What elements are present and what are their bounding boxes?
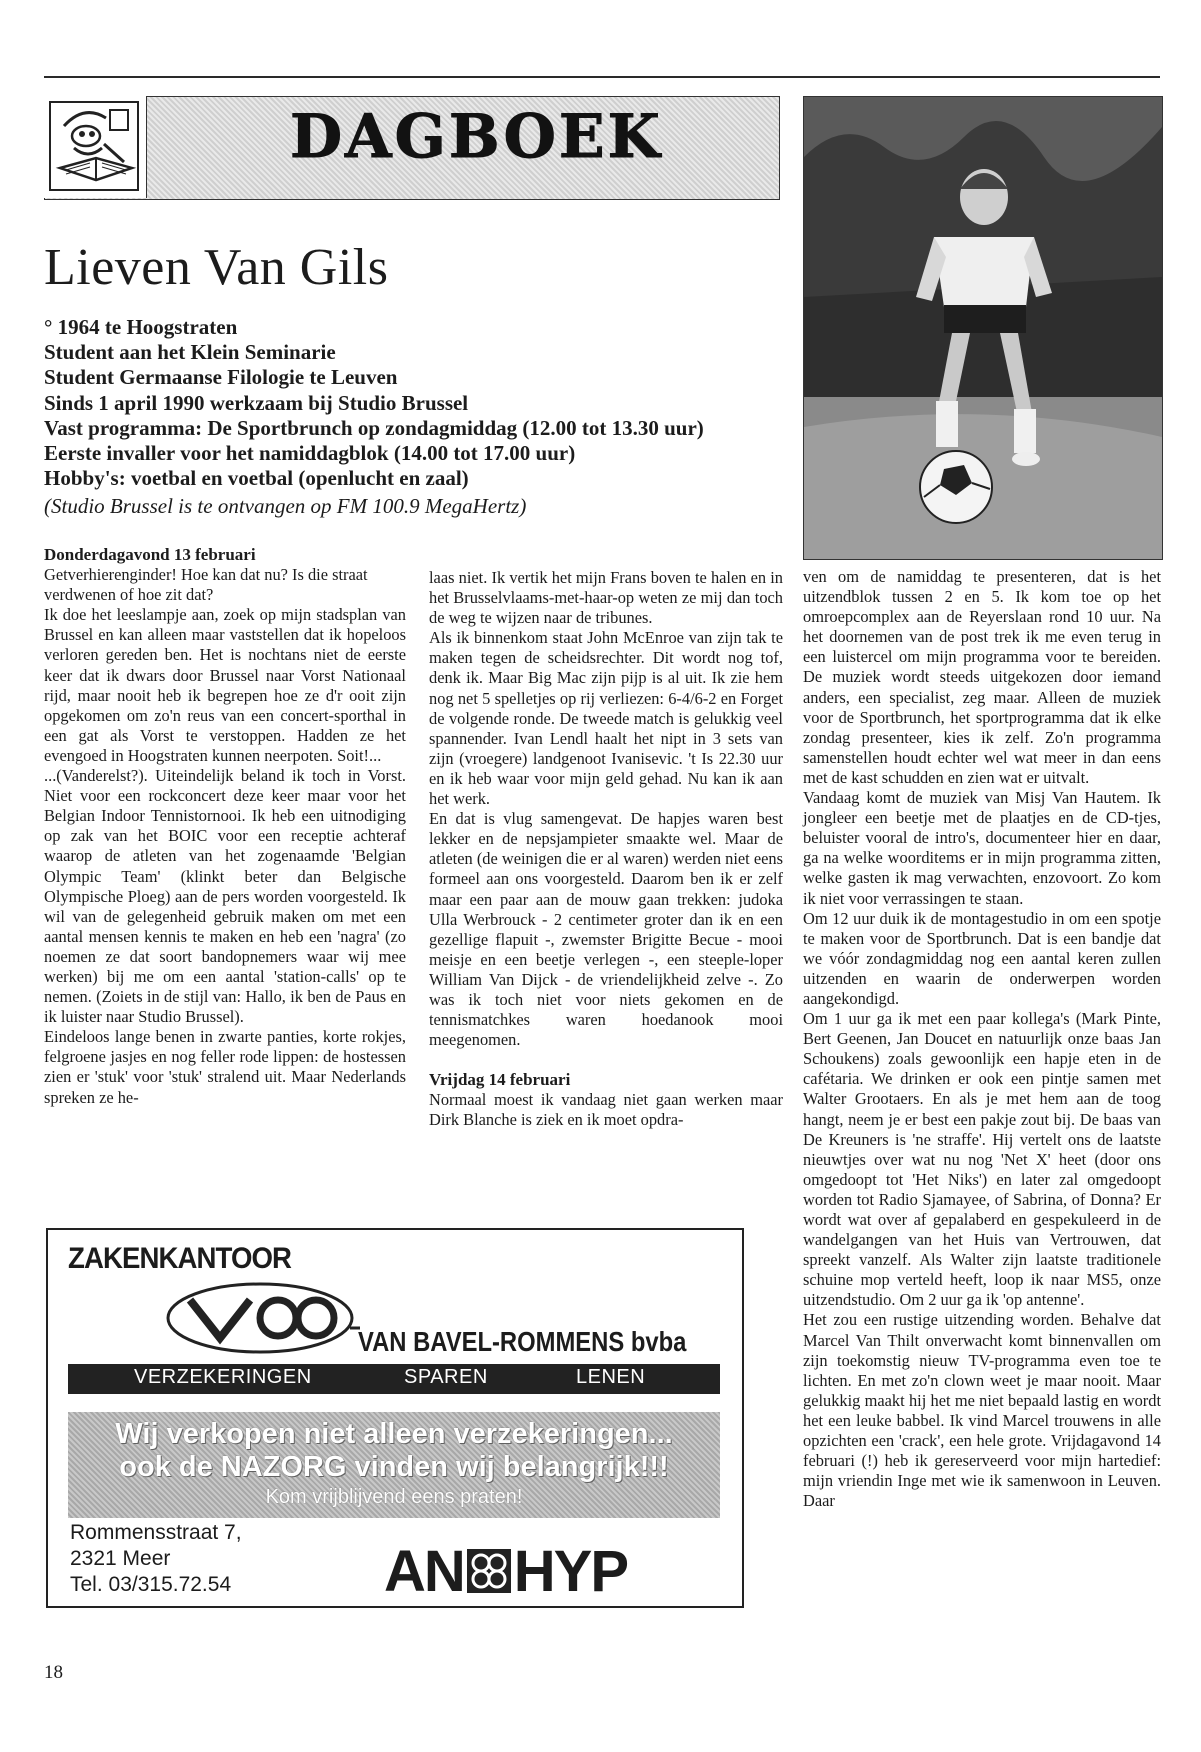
address-line: Tel. 03/315.72.54 — [70, 1573, 232, 1596]
address-line: Rommensstraat 7, — [70, 1521, 242, 1544]
portrait-photo — [803, 96, 1163, 560]
person-name: Lieven Van Gils — [44, 239, 389, 296]
entry-heading-friday: Vrijdag 14 februari — [429, 1070, 571, 1090]
bio-line: Vast programma: De Sportbrunch op zondagmiddag (12.00 tot 13.30 uur) — [44, 415, 704, 440]
article-paragraph: Het zou een rustige uitzending worden. Behalve dat Marcel Van Thilt onverwacht komt binnenvallen om zijn toekomstig nieuw TV-programma even toe te lichten. En met zo'n clown weet je maar nooit. Maar gelukkig maakt hij het me niet bepaald lastig en wordt het een leuke babbel. Ik vind Marcel trouwens in alle opzichten een 'crack', een hele grote. Vrijdagavond 14 februari (!) heb ik gereserveerd voor mijn hartedief: mijn vriendin Inge met wie ik samenwoon in Leuven. Daar — [803, 1310, 1161, 1511]
address-line: 2321 Meer — [70, 1547, 171, 1570]
article-column-2 — [429, 568, 783, 1131]
article-column-1 — [44, 545, 406, 1108]
article-column-3 — [803, 567, 1161, 1511]
bio-line: Hobby's: voetbal en voetbal (openlucht en zaal) — [44, 466, 469, 491]
article-paragraph: Om 1 uur ga ik met een paar kollega's (Mark Pinte, Bert Geenen, Jan Doucet en natuurlijk onze baas Jan Schoukens) zoals gewoonlijk een hapje eten in de cafétaria. We drinken er ook een pintje samen met Walter Grootaers. En als je met hem aan de toog hangt, neem je er best een pakje zout bij. De baas van De Kreuners is 'ne straffe'. Hij vertelt ons de laatste nieuwtjes over wat nu nog 'Net X' heet (door ons omgedoopt tot 'Het Niks') en later zal omgedoopt worden tot Radio Sjamayee, of Sabrina, of Donna? Er wordt wat over af gepalaberd en gespekuleerd in de wandelgangen van het Huis van Vertrouwen, dat spreekt vanzelf. Als Walter zijn laatste traditionele schuine mop verteld heeft, loop ik naar MS5, onze uitzendstudio. Om 2 uur ga ik 'op antenne'. — [803, 1009, 1161, 1310]
bio-block — [44, 315, 804, 520]
article-paragraph: Getverhierenginder! Hoe kan dat nu? Is die straat verdwenen of hoe zit dat? — [44, 565, 368, 605]
service-label: SPAREN — [404, 1366, 488, 1388]
bio-line: Sinds 1 april 1990 werkzaam bij Studio Brussel — [44, 390, 469, 415]
service-label: LENEN — [576, 1366, 646, 1388]
ad-address — [70, 1520, 242, 1598]
anhyp-logo — [384, 1538, 627, 1605]
top-rule — [44, 76, 1160, 78]
anhyp-logo-left: AN — [384, 1539, 464, 1604]
diary-writer-icon — [44, 96, 147, 198]
article-paragraph: Vandaag komt de muziek van Misj Van Hautem. Ik jongleer een beetje met de plaatjes en de CD-tjes, beluister vooral de intro's, documenteer hier en daar, ga na welke woorditems er in mijn programma zitten, welke gasten ik mag verwachten, enzovoort. Zo kom ik niet voor verrassingen te staan. — [803, 788, 1161, 908]
bio-line: ° 1964 te Hoogstraten — [44, 315, 238, 339]
vbr-logo-icon — [160, 1278, 360, 1363]
article-paragraph: Ik doe het leeslampje aan, zoek op mijn stadsplan van Brussel en kan alleen maar vaststellen dat ik hopeloos verloren gereden ben. Het is nochtans niet de eerste keer dat ik dwars door Brussel naar Vorst Nationaal rijd, maar nooit heb ik begrepen hoe ze d'r ooit zijn opgekomen om zo'n reus van een concert-sporthal in een gat als Vorst te verstoppen. Hadden ze het evengoed in Hoogstraten kunnen neerpoten. Soit!... — [44, 605, 406, 765]
article-paragraph: Als ik binnenkom staat John McEnroe van zijn tak te maken tegen de scheidsrechter. Dit wordt nog tof, denk ik. Maar Big Mac zijn pijp is al uit. Ik zie hem nog net 5 spelletjes op rij verliezen: 6-4/6-2 en Forget de volgende ronde. De tweede match is gelukkig veel spannender. Ivan Lendl haalt het nipt in 3 sets van zijn (vroegere) landgenoot Ivanisevic. 't Is 22.30 uur en ik heb waar voor mijn geld gehad. Nu kan ik aan het werk. — [429, 628, 783, 809]
bio-line: Student Germaanse Filologie te Leuven — [44, 365, 398, 390]
ad-slogan-line: ook de NAZORG vinden wij belangrijk!!! — [119, 1451, 669, 1483]
service-label: VERZEKERINGEN — [134, 1366, 312, 1388]
article-paragraph: Om 12 uur duik ik de montagestudio in om een spotje te maken voor de Sportbrunch. Dat is een bandje dat we vóór zondagmiddag nog een aantal keren zullen uitzenden en waarin de onderwerpen worden aangekondigd. — [803, 908, 1161, 1008]
anhyp-logo-right: HYP — [513, 1539, 628, 1604]
entry-heading-thursday: Donderdagavond 13 februari — [44, 545, 256, 564]
article-paragraph: Normaal moest ik vandaag niet gaan werken maar Dirk Blanche is ziek en ik moet opdra- — [429, 1090, 783, 1130]
ad-services-bar — [68, 1364, 720, 1394]
bio-radio-note: (Studio Brussel is te ontvangen op FM 100.9 MegaHertz) — [44, 494, 527, 519]
article-paragraph: Eindeloos lange benen in zwarte panties, korte rokjes, felgroene jasjes en nog feller rode lippen: de hostessen zien er 'stuk' voor 'stuk' stralend uit. Maar Nederlands spreken ze he- — [44, 1027, 406, 1107]
ad-slogan-line: Kom vrijblijvend eens praten! — [265, 1486, 523, 1508]
ad-slogan-box — [68, 1412, 720, 1518]
page-number: 18 — [44, 1662, 63, 1683]
bio-line: Eerste invaller voor het namiddagblok (14.00 tot 17.00 uur) — [44, 441, 576, 466]
article-paragraph: ...(Vanderelst?). Uiteindelijk beland ik toch in Vorst. Niet voor een rockconcert deze keer maar voor het Belgian Indoor Tennistornooi. Ik heb een uitnodiging op zak van het BOIC voor een receptie achteraf waarop de atleten van het zogenaamde 'Belgian Olympic Team' (klinkt beter dan Belgische Olympische Ploeg) aan de pers worden voorgesteld. Ik wil van de gelegenheid gebruik maken om met een aantal mensen kennis te maken en heb een 'nagra' (zo noemen ze dat soort bandopnemers waar wij mee werken) bij me om een aantal 'station-calls' op te nemen. (Zoiets in de stijl van: Hallo, ik ben de Paus en ik luister naar Studio Brussel). — [44, 766, 406, 1027]
article-paragraph: laas niet. Ik vertik het mijn Frans boven te halen en in het Brusselvlaams-met-haar-op weten ze mij dan toch de weg te wijzen naar de tribunes. — [429, 568, 783, 628]
ad-slogan-line: Wij verkopen niet alleen verzekeringen... — [115, 1418, 673, 1450]
anhyp-emblem-icon — [466, 1548, 512, 1594]
bio-line: Student aan het Klein Seminarie — [44, 340, 336, 365]
ad-title: ZAKENKANTOOR — [68, 1242, 292, 1275]
banner-title: DAGBOEK — [290, 102, 663, 172]
insurance-advertisement — [46, 1228, 744, 1608]
article-paragraph: ven om de namiddag te presenteren, dat is het uitzendblok tussen 2 en 5. Ik kom toe op het omroepcomplex aan de Reyerslaan rond 10 uur. Na het doornemen van de post trek ik me even terug in een luistercel om mijn programma voor te bereiden. De muziek wordt steeds uitgekozen door iemand anders, een specialist, zeg maar. Alleen de muziek voor de Sportbrunch, het sportprogramma dat ik elke zondag presenteer, kies ik zelf. Zo'n programma samenstellen houdt echter wel wat meer in dan eens met de kast schudden en zien wat er uitvalt. — [803, 567, 1161, 787]
article-paragraph: En dat is vlug samengevat. De hapjes waren best lekker en de nepsjampieter smaakte wel. Maar de atleten (de weinigen die er al waren) werden niet eens formeel aan ons voorgesteld. Daarom ben ik er zelf maar een paar aan de mouw gaan trekken: judoka Ulla Werbrouck - 2 centimeter groter dan ik en een gezellige flapuit -, zwemster Brigitte Becue - mooi meisje en een beetje verlegen -, een steeple-loper William Van Dijck - de vriendelijkheid zelve -. Zo was ik toch niet voor niets gekomen en de tennismatchkes waren hoedanook mooi meegenomen. — [429, 809, 783, 1050]
ad-company-name: VAN BAVEL-ROMMENS bvba — [358, 1326, 687, 1357]
